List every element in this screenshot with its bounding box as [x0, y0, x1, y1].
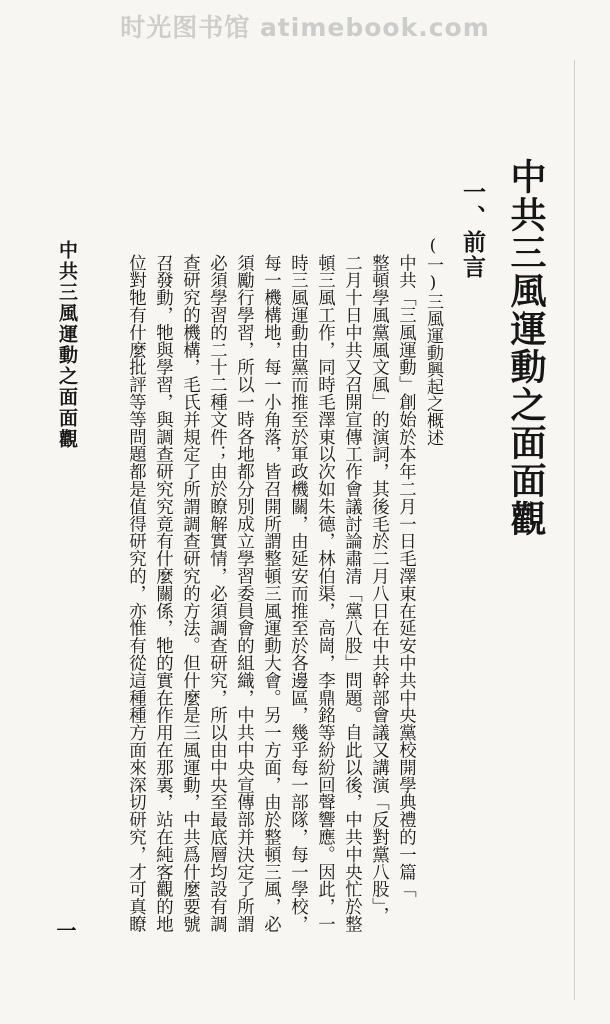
- body-column-9: 查研究的機構，毛氏并規定了所謂調查研究的方法。但什麼是三風運動，中共爲什麼要號: [179, 254, 200, 933]
- body-column-1: 中共「三風運動」創始於本年二月一日毛澤東在延安中共中央黨校開學典禮的一篇「: [395, 254, 416, 898]
- body-column-2: 整頓學風黨風文風」的演詞，其後毛於二月八日在中共幹部會議又講演「反對黨八股」，: [368, 254, 389, 924]
- running-head: 中共三風運動之面面觀: [56, 240, 78, 450]
- subsection-heading: (一)三風運動興起之概述: [423, 236, 443, 446]
- page-edge-rule: [574, 60, 575, 1000]
- watermark: 时光图书馆 atimebook.com: [120, 13, 490, 42]
- section-heading: 一、前言: [459, 180, 486, 280]
- page-number: 一: [53, 920, 77, 940]
- body-column-6: 每一機構地，每一小角落，皆召開所謂整頓三風運動大會。另一方面，由於整頓三風，必: [260, 254, 281, 933]
- page-title: 中共三風運動之面面觀: [505, 158, 547, 538]
- body-column-7: 須勵行學習，所以一時各地都分別成立學習委員會的組織，中共中央宣傳部并決定了所謂: [233, 254, 254, 933]
- body-column-4: 頓三風工作，同時毛澤東以次如朱德，林伯渠，高崗，李鼎銘等紛紛回聲響應。因此，一: [314, 254, 335, 933]
- body-column-10: 召發動，牠與學習，與調查研究究竟有什麼關係，牠的實在作用在那裏，站在純客觀的地: [152, 254, 173, 933]
- body-column-8: 必須學習的二十二種文件；由於瞭解實情，必須調查研究，所以由中央至最底層均設有調: [206, 254, 227, 933]
- body-column-3: 二月十日中共又召開宣傳工作會議討論肅清「黨八股」問題。自此以後，中共中央忙於整: [341, 254, 362, 933]
- body-column-5: 時三風運動由黨而推至於軍政機關，由延安而推至於各邊區，幾乎每一部隊，每一學校，: [287, 254, 308, 933]
- body-column-11: 位對牠有什麼批評等等問題都是值得研究的，亦惟有從這種種方面來深切研究，才可真瞭: [125, 254, 146, 933]
